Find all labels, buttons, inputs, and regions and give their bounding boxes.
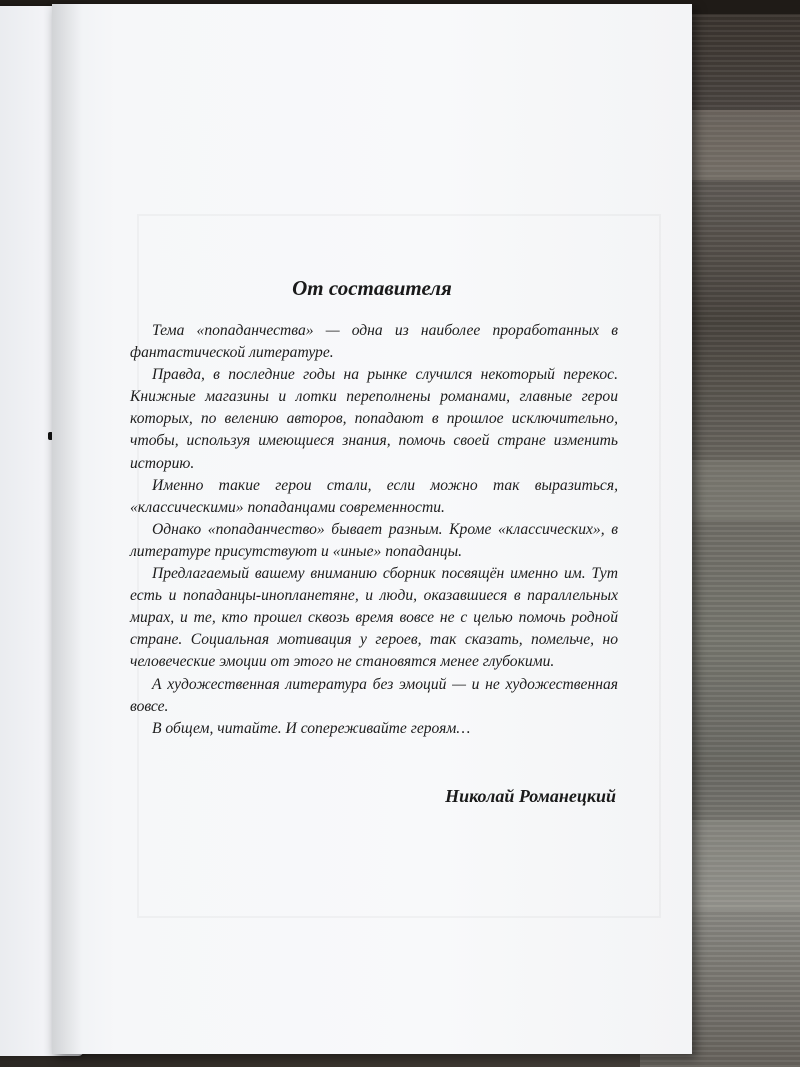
paragraph: Тема «попаданчества» — одна из наиболее проработанных в фантастической литературе. <box>130 322 618 362</box>
section-title: От составителя <box>292 276 452 300</box>
body-text <box>130 320 618 740</box>
page-gutter-shadow <box>52 4 82 1054</box>
paragraph: Однако «попаданчество» бывает разным. Кроме «классических», в литературе присутствуют и «иные» попаданцы. <box>130 520 618 560</box>
paragraph: А художественная литература без эмоций — и не художественная вовсе. <box>130 675 618 715</box>
paragraph: Именно такие герои стали, если можно так выразиться, «классическими» попаданцами современности. <box>130 476 618 516</box>
paragraph: Предлагаемый вашему вниманию сборник посвящён именно им. Тут есть и попаданцы-инопланетяне, и люди, оказавшиеся в параллельных мирах, и те, кто прошел сквозь время вовсе не с целью помочь родной стране. Социальная мотивация у героев, так сказать, помельче, но человеческие эмоции от этого не становятся менее глубокими. <box>130 565 618 671</box>
paragraph: В общем, читайте. И сопереживайте героям… <box>152 719 471 737</box>
paragraph: Правда, в последние годы на рынке случился некоторый перекос. Книжные магазины и лотки переполнены романами, главные герои которых, по велению авторов, попадают в прошлое исключительно, чтобы, используя имеющиеся знания, помочь своей стране изменить историю. <box>130 366 618 472</box>
book-page <box>52 4 692 1054</box>
author-signature: Николай Романецкий <box>445 786 616 806</box>
